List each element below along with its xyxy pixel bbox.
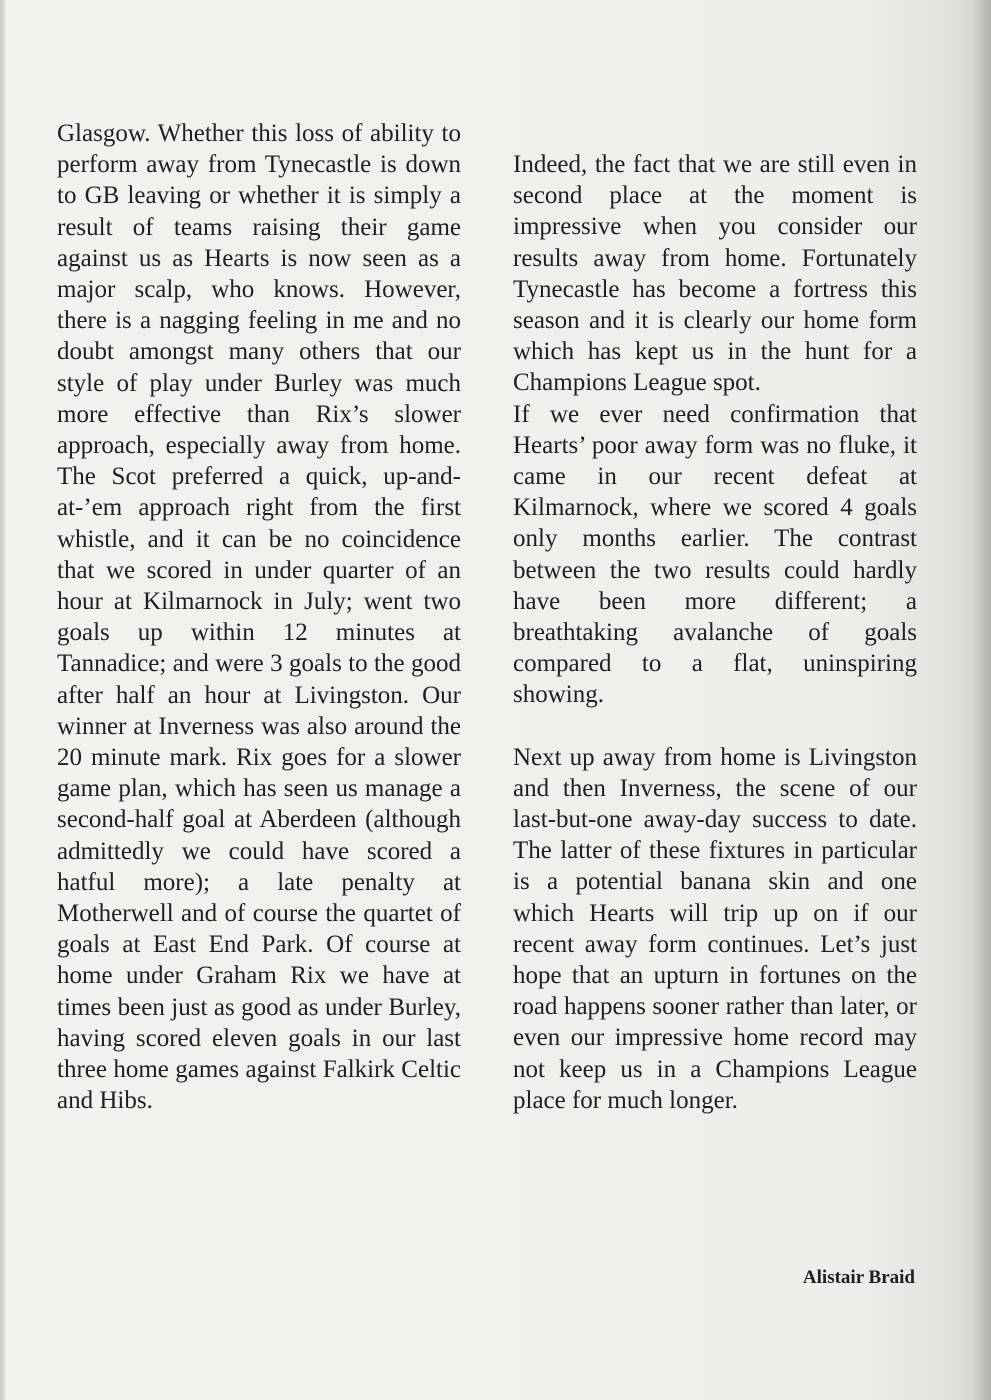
author-byline: Alistair Braid <box>802 1267 915 1288</box>
article-paragraph: Indeed, the fact that we are still even in second place at the moment is impressive when you consider our results away from home. Fortunately Tynecastle has become a fortress this season and it is clearly our home form which has kept us in the hunt for a Champions League spot. <box>513 151 917 397</box>
article-right-column <box>513 149 917 1116</box>
article-paragraph: If we ever need confirmation that Hearts’ poor away form was no fluke, it came in our recent defeat at Kilmarnock, where we scored 4 goals only months earlier. The contrast between the two results could hardly have been more different; a breathtaking avalanche of goals compared to a flat, uninspiring showing. <box>513 400 917 709</box>
article-paragraph: Next up away from home is Livingston and then Inverness, the scene of our last-but-one away-day success to date. The latter of these fixtures in particular is a potential banana skin and one which Hearts will trip up on if our recent away form continues. Let’s just hope that an upturn in fortunes on the road happens sooner rather than later, or even our impressive home record may not keep us in a Champions League place for much longer. <box>513 743 917 1114</box>
article-left-column <box>57 118 461 1117</box>
page-spine <box>0 0 6 1400</box>
article-paragraph: Glasgow. Whether this loss of ability to perform away from Tynecastle is down to GB leaving or whether it is simply a result of teams raising their game against us as Hearts is now seen as a major scalp, who knows. However, there is a nagging feeling in me and no doubt amongst many others that our style of play under Burley was much more effective than Rix’s slower approach, especially away from home. The Scot preferred a quick, up-and-at-’em approach right from the first whistle, and it can be no coincidence that we scored in under quarter of an hour at Kilmarnock in July; went two goals up within 12 minutes at Tannadice; and were 3 goals to the good after half an hour at Livingston. Our winner at Inverness was also around the 20 minute mark. Rix goes for a slower game plan, which has seen us manage a second-half goal at Aberdeen (although admittedly we could have scored a hatful more); a late penalty at Motherwell and of course the quartet of goals at East End Park. Of course at home under Graham Rix we have at times been just as good as under Burley, having scored eleven goals in our last three home games against Falkirk Celtic and Hibs. <box>57 120 461 1115</box>
page-edge-shadow <box>973 0 991 1400</box>
